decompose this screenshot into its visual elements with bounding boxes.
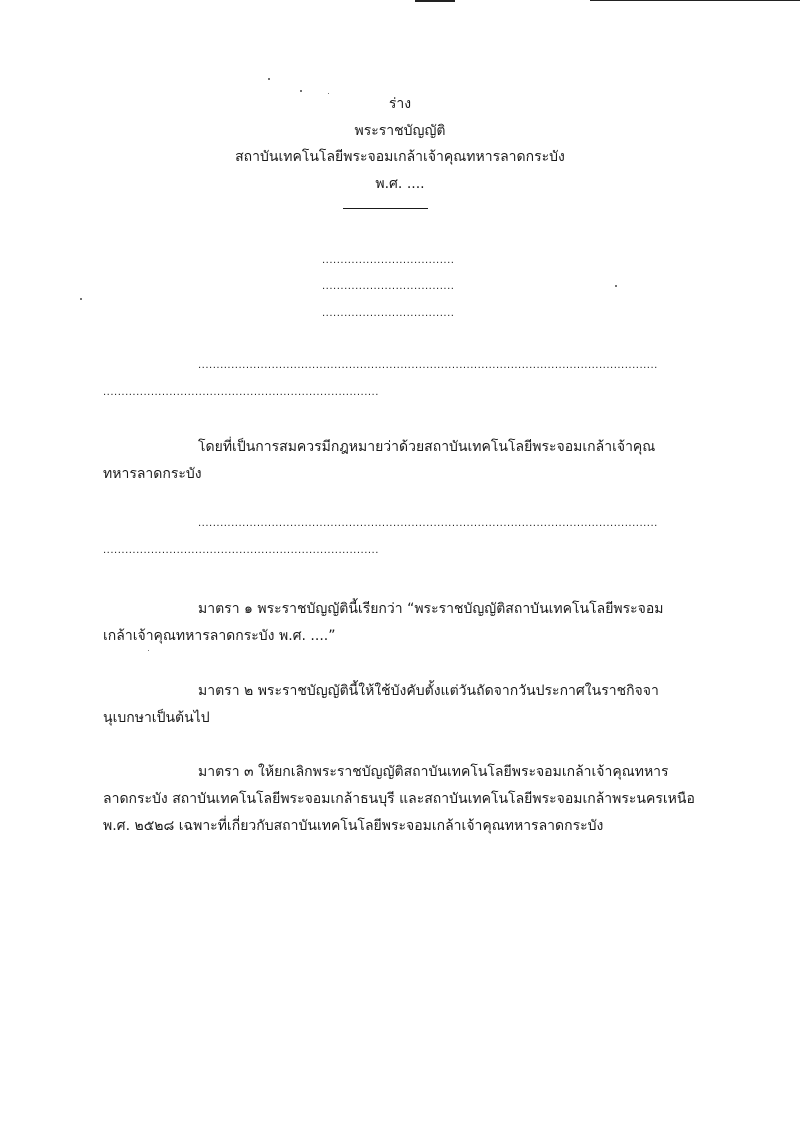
act-title: สถาบันเทคโนโลยีพระจอมเกล้าเจ้าคุณทหารลาดกระบัง xyxy=(235,149,565,165)
section-1-line-2: เกล้าเจ้าคุณทหารลาดกระบัง พ.ศ. ....” xyxy=(103,628,336,644)
preamble-line-2: ทหารลาดกระบัง xyxy=(103,466,202,482)
year-label: พ.ศ. .... xyxy=(375,176,425,192)
blank-line-enact-2: ........................................................................... xyxy=(103,545,379,556)
section-1-line-1: มาตรา ๑ พระราชบัญญัตินี้เรียกว่า “พระราชบัญญัติสถาบันเทคโนโลยีพระจอม xyxy=(198,601,664,617)
scan-speck xyxy=(268,78,270,80)
header-divider xyxy=(343,208,428,209)
blank-line-preamble-2: ........................................................................... xyxy=(103,387,379,398)
blank-line-preamble-1: ............................................................................................................................. xyxy=(198,360,658,371)
section-3-line-3: พ.ศ. ๒๕๒๘ เฉพาะที่เกี่ยวกับสถาบันเทคโนโลยีพระจอมเกล้าเจ้าคุณทหารลาดกระบัง xyxy=(103,818,604,834)
section-2-line-1: มาตรา ๒ พระราชบัญญัตินี้ให้ใช้บังคับตั้งแต่วันถัดจากวันประกาศในราชกิจจา xyxy=(198,683,659,699)
blank-line-center-1: .................................... xyxy=(322,255,455,266)
scan-artifact xyxy=(590,0,800,1)
preamble-line-1: โดยที่เป็นการสมควรมีกฎหมายว่าด้วยสถาบันเทคโนโลยีพระจอมเกล้าเจ้าคุณ xyxy=(198,439,656,455)
blank-line-enact-1: ............................................................................................................................. xyxy=(198,518,658,529)
blank-line-center-3: .................................... xyxy=(322,308,455,319)
scan-artifact xyxy=(415,0,455,2)
blank-line-center-2: .................................... xyxy=(322,281,455,292)
scan-speck xyxy=(148,650,149,651)
draft-label: ร่าง xyxy=(388,96,412,112)
act-label: พระราชบัญญัติ xyxy=(354,123,446,139)
scan-speck xyxy=(300,90,302,92)
section-3-line-1: มาตรา ๓ ให้ยกเลิกพระราชบัญญัติสถาบันเทคโนโลยีพระจอมเกล้าเจ้าคุณทหาร xyxy=(198,764,669,780)
section-3-line-2: ลาดกระบัง สถาบันเทคโนโลยีพระจอมเกล้าธนบุรี และสถาบันเทคโนโลยีพระจอมเกล้าพระนครเหนือ xyxy=(103,791,695,807)
scan-speck xyxy=(80,298,82,300)
section-2-line-2: นุเบกษาเป็นต้นไป xyxy=(103,710,210,726)
scan-speck xyxy=(615,285,617,287)
